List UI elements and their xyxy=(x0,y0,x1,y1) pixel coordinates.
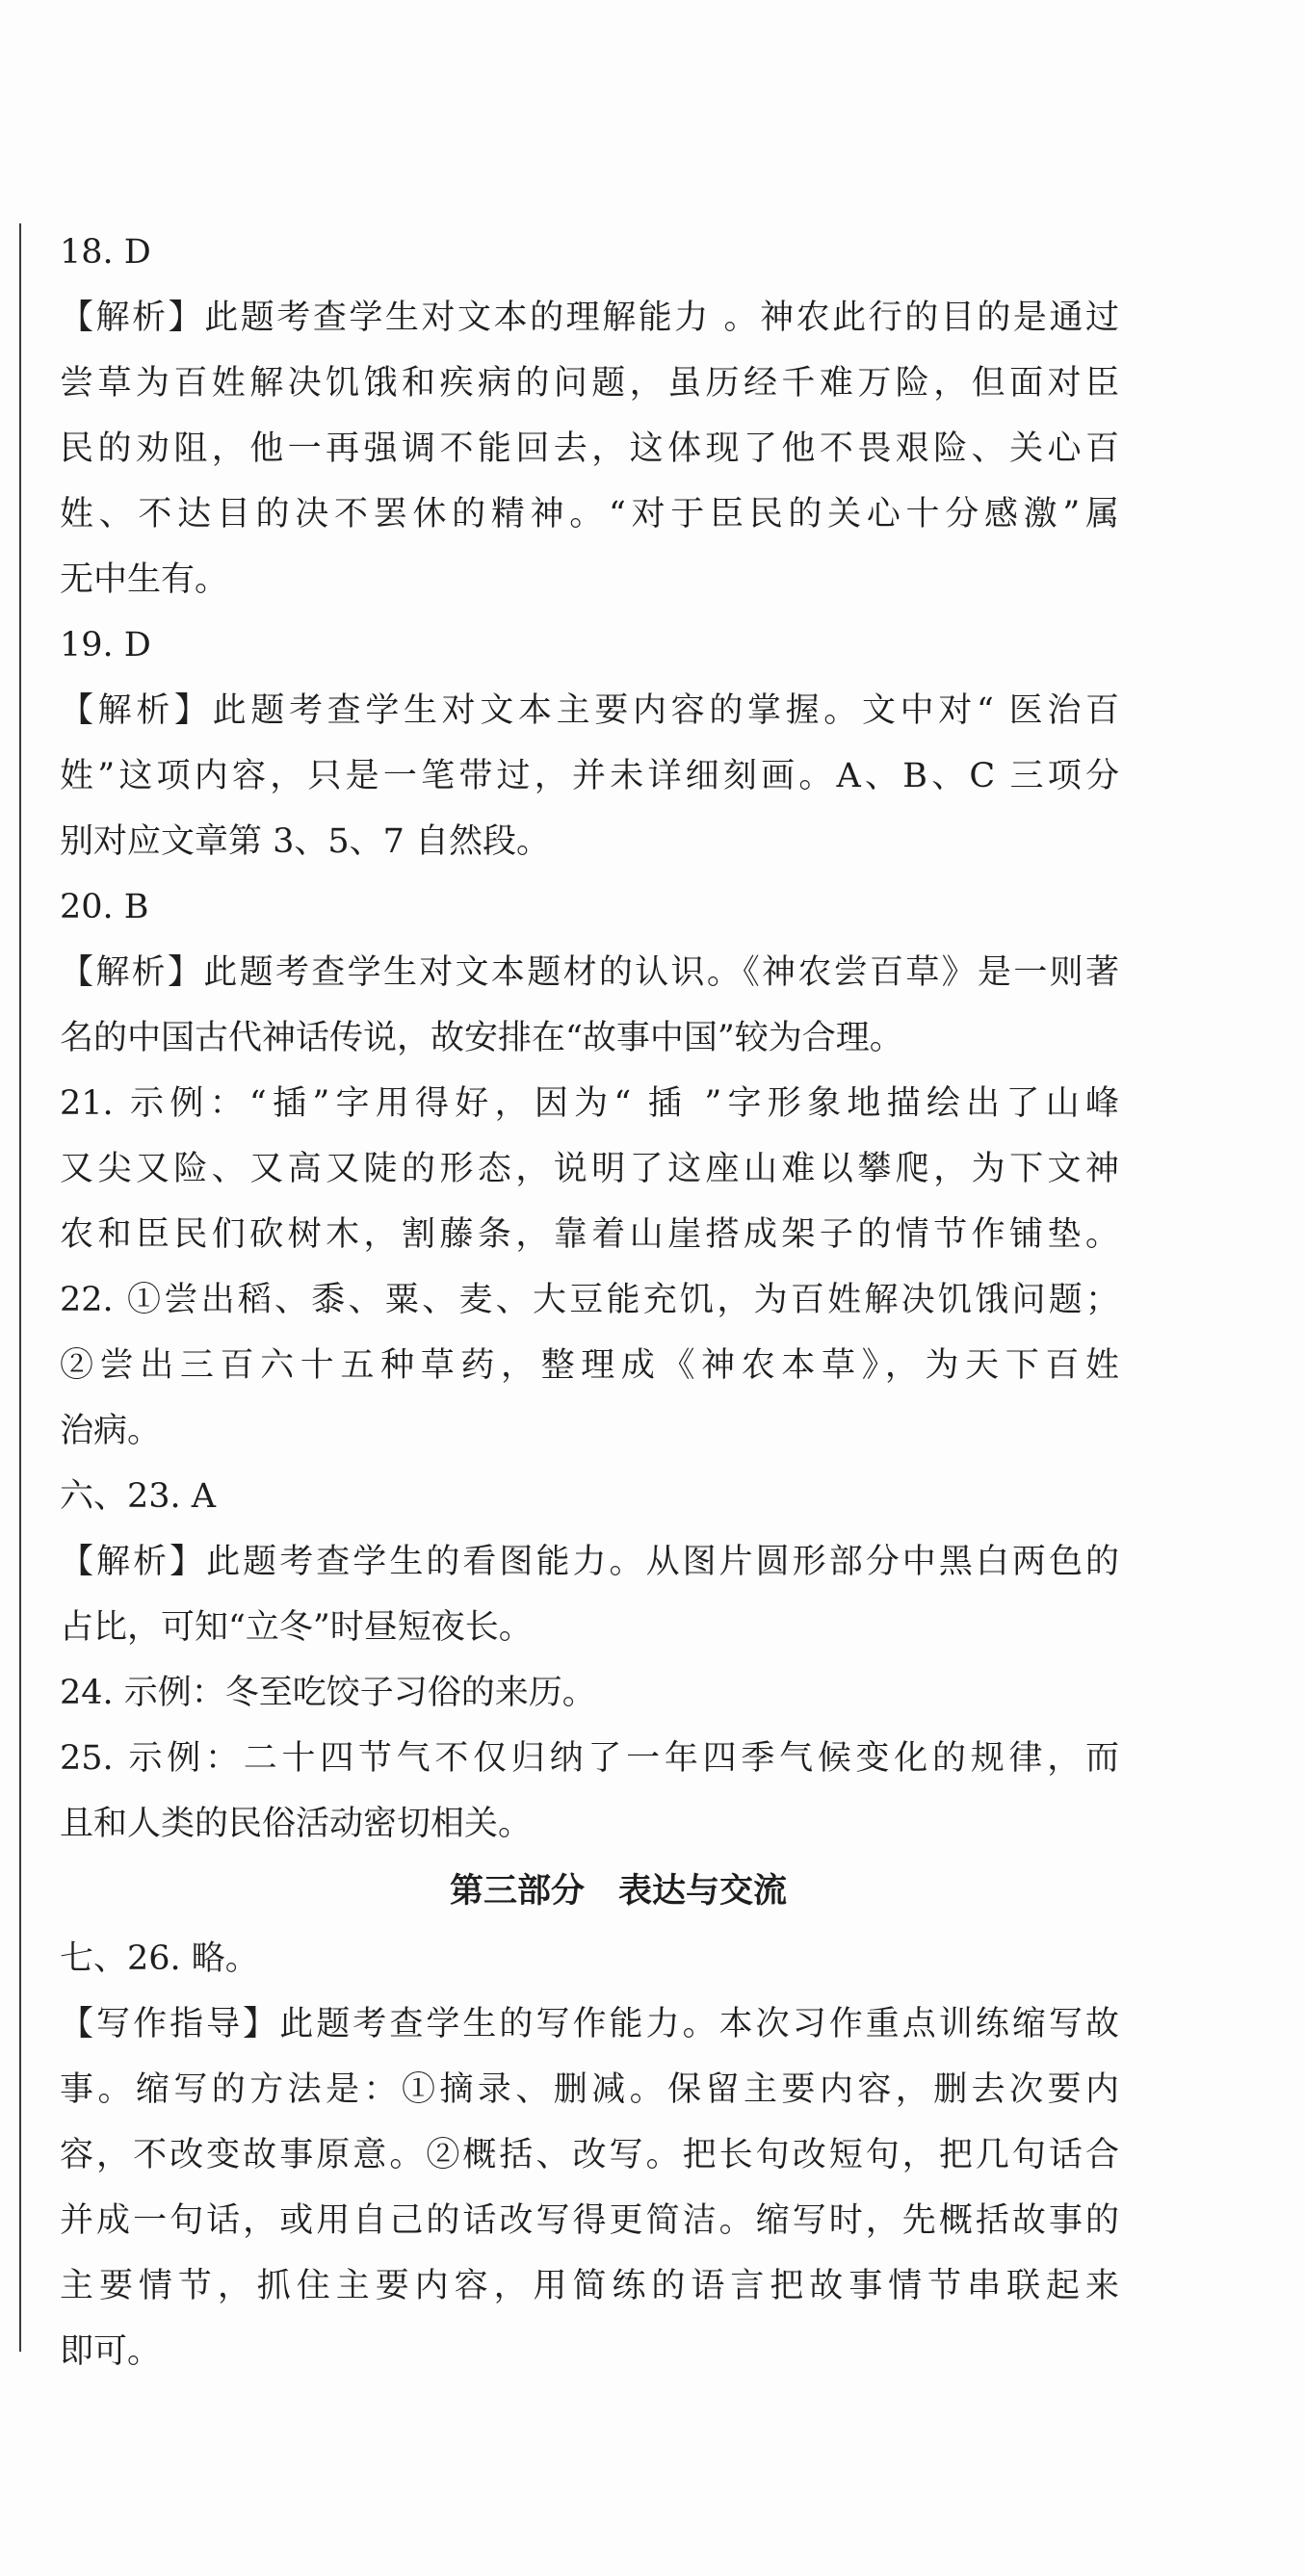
text-line: 25. 示例：二十四节气不仅归纳了一年四季气候变化的规律，而 xyxy=(60,1739,1119,1778)
text-line: 治病。 xyxy=(60,1412,162,1450)
text-line: 主要情节，抓住主要内容，用简练的语言把故事情节串联起来 xyxy=(60,2267,1119,2305)
text-line: 即可。 xyxy=(60,2332,162,2371)
text-line: 别对应文章第 3、5、7 自然段。 xyxy=(60,822,551,861)
answer-block-part-two xyxy=(60,220,1119,1857)
text-line: 且和人类的民俗活动密切相关。 xyxy=(60,1805,533,1843)
text-line: 七、26. 略。 xyxy=(60,1939,259,1978)
text-line: 22. ①尝出稻、黍、粟、麦、大豆能充饥，为百姓解决饥饿问题； xyxy=(60,1281,1119,1319)
text-line: 又尖又险、又高又陡的形态，说明了这座山难以攀爬，为下文神 xyxy=(60,1150,1119,1188)
answer-text-body xyxy=(60,220,1119,2384)
text-line: 【解析】此题考查学生对文本主要内容的掌握。文中对“ 医治百 xyxy=(60,691,1119,730)
text-line: 六、23. A xyxy=(60,1477,217,1516)
text-line: 并成一句话，或用自己的话改写得更简洁。缩写时，先概括故事的 xyxy=(60,2201,1119,2240)
text-line: 【解析】此题考查学生对文本题材的认识。《神农尝百草》是一则著 xyxy=(60,953,1119,992)
text-line: 尝草为百姓解决饥饿和疾病的问题，虽历经千难万险，但面对臣 xyxy=(60,364,1119,403)
answer-block-part-three xyxy=(60,1926,1119,2384)
text-line: 21. 示例：“插”字用得好，因为“ 插 ”字形象地描绘出了山峰 xyxy=(60,1084,1119,1123)
text-line: 民的劝阻，他一再强调不能回去，这体现了他不畏艰险、关心百 xyxy=(60,429,1119,468)
text-line: 容，不改变故事原意。②概括、改写。把长句改短句，把几句话合 xyxy=(60,2136,1119,2174)
text-line: 20. B xyxy=(60,888,149,926)
text-line: 24. 示例：冬至吃饺子习俗的来历。 xyxy=(60,1674,596,1712)
text-line: 【解析】此题考查学生对文本的理解能力 。神农此行的目的是通过 xyxy=(60,299,1119,337)
text-line: 【解析】此题考查学生的看图能力。从图片圆形部分中黑白两色的 xyxy=(60,1543,1119,1581)
margin-rule xyxy=(19,223,21,2352)
text-line: 占比，可知“立冬”时昼短夜长。 xyxy=(60,1608,533,1647)
text-line: 名的中国古代神话传说，故安排在“故事中国”较为合理。 xyxy=(60,1019,903,1057)
text-line: 姓”这项内容，只是一笔带过，并未详细刻画。A、B、C 三项分 xyxy=(60,757,1119,795)
text-line: 18. D xyxy=(60,233,151,272)
text-line: 农和臣民们砍树木，割藤条，靠着山崖搭成架子的情节作铺垫。 xyxy=(60,1215,1119,1254)
text-line: ②尝出三百六十五种草药，整理成《神农本草》，为天下百姓 xyxy=(60,1346,1119,1385)
text-line: 事。缩写的方法是：①摘录、删减。保留主要内容，删去次要内 xyxy=(60,2070,1119,2109)
text-line: 19. D xyxy=(60,626,151,664)
text-line: 无中生有。 xyxy=(60,560,229,599)
text-line: 【写作指导】此题考查学生的写作能力。本次习作重点训练缩写故 xyxy=(60,2005,1119,2043)
text-line: 姓、不达目的决不罢休的精神。“对于臣民的关心十分感激”属 xyxy=(60,495,1119,533)
section-title: 第三部分 表达与交流 xyxy=(449,1872,787,1911)
